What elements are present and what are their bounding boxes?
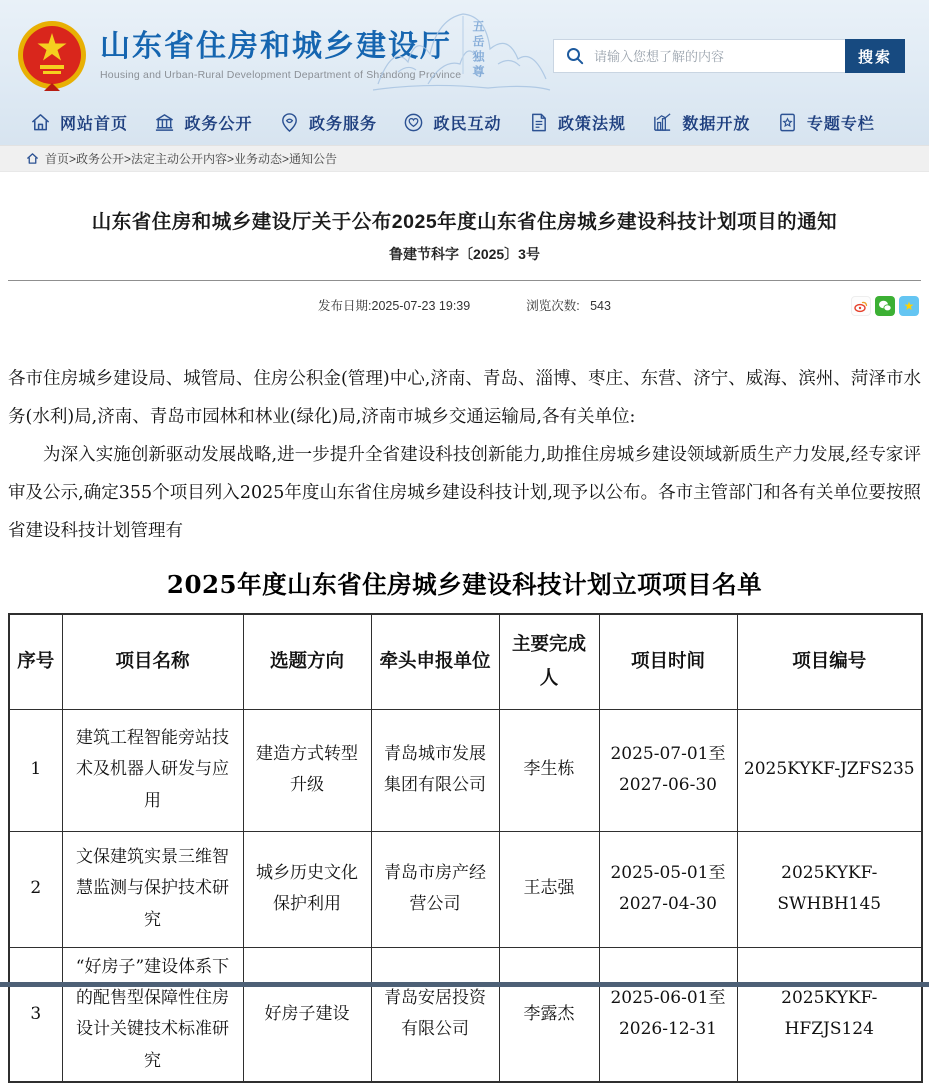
table-row	[9, 831, 922, 947]
title-divider	[8, 280, 921, 281]
views-count: 543	[590, 299, 611, 313]
cell-project-code: 2025KYKF-JZFS235	[737, 709, 922, 831]
col-header-main-person: 主要完成人	[499, 614, 599, 709]
publish-date-value: 2025-07-23 19:39	[371, 299, 471, 313]
nav-item-label: 政策法规	[557, 115, 626, 133]
article-title: 山东省住房和城乡建设厅关于公布2025年度山东省住房城乡建设科技计划项目的通知	[91, 211, 838, 233]
cell-lead-unit: 青岛市房产经营公司	[371, 831, 499, 947]
cell-project-code: 2025KYKF-SWHBH145	[737, 831, 922, 947]
cell-duration: 2025-05-01至2027-04-30	[599, 831, 737, 947]
article-body	[8, 360, 921, 550]
publish-date-label: 发布日期:	[318, 299, 372, 313]
cell-index: 1	[9, 709, 62, 831]
project-table	[8, 613, 923, 1083]
nav-item-label: 政务服务	[308, 115, 377, 133]
search-icon	[566, 47, 584, 65]
breadcrumb-home-icon	[26, 152, 39, 165]
views-label: 浏览次数:	[526, 299, 580, 313]
nav-item-label: 政务公开	[184, 115, 253, 133]
paragraph: 为深入实施创新驱动发展战略,进一步提升全省建设科技创新能力,助推住房城乡建设领域新质生产力发展,经专家评审及公示,确定355个项目列入2025年度山东省住房城乡建设科技计划,现予以公布。各市主管部门和各有关单位要按照省建设科技计划管理有	[8, 445, 921, 541]
nav-item-label: 专题专栏	[806, 115, 875, 133]
site-header	[0, 0, 929, 145]
service-badge-icon	[279, 112, 300, 133]
mountain-seal-text: 五岳独尊	[471, 20, 485, 80]
project-list-title: 2025年度山东省住房城乡建设科技计划立项项目名单	[166, 570, 763, 599]
article-meta	[8, 296, 921, 318]
cell-project-name: “好房子”建设体系下的配售型保障性住房设计关键技术标准研究	[62, 947, 243, 1082]
breadcrumb-bar	[0, 145, 929, 172]
weibo-share-icon[interactable]	[851, 296, 871, 316]
nav-item-home[interactable]	[30, 111, 128, 134]
search-button[interactable]: 搜索	[845, 39, 905, 73]
nav-item-label: 政民互动	[433, 115, 502, 133]
bank-icon	[154, 112, 175, 133]
col-header-duration: 项目时间	[599, 614, 737, 709]
brand-block	[100, 29, 461, 81]
cell-index: 2	[9, 831, 62, 947]
table-row	[9, 947, 922, 1082]
cell-duration: 2025-06-01至2026-12-31	[599, 947, 737, 1082]
site-subtitle: Housing and Urban-Rural Development Department of Shandong Province	[100, 68, 462, 81]
document-icon	[528, 112, 549, 133]
nav-item-open-data[interactable]	[652, 111, 750, 134]
cell-duration: 2025-07-01至2027-06-30	[599, 709, 737, 831]
cell-lead-unit: 青岛安居投资有限公司	[371, 947, 499, 1082]
breadcrumb[interactable]: 首页>政务公开>法定主动公开内容>业务动态>通知公告	[45, 152, 338, 166]
col-header-lead-unit: 牵头申报单位	[371, 614, 499, 709]
cell-topic: 好房子建设	[243, 947, 371, 1082]
document-number: 鲁建节科字〔2025〕3号	[389, 246, 540, 262]
national-emblem-logo	[16, 19, 88, 91]
star-page-icon	[777, 112, 798, 133]
nav-item-gov-services[interactable]	[279, 111, 377, 134]
nav-item-policies[interactable]	[528, 111, 626, 134]
cell-main-person: 李露杰	[499, 947, 599, 1082]
cell-main-person: 王志强	[499, 831, 599, 947]
home-icon	[30, 112, 51, 133]
article	[0, 206, 929, 1083]
cell-project-name: 文保建筑实景三维智慧监测与保护技术研究	[62, 831, 243, 947]
cell-main-person: 李生栋	[499, 709, 599, 831]
col-header-project-name: 项目名称	[62, 614, 243, 709]
site-title: 山东省住房和城乡建设厅	[100, 29, 452, 63]
nav-item-interaction[interactable]	[403, 111, 501, 134]
search-input[interactable]	[594, 49, 845, 64]
primary-nav	[0, 99, 905, 145]
col-header-index: 序号	[9, 614, 62, 709]
nav-item-label: 数据开放	[682, 115, 751, 133]
paragraph: 各市住房城乡建设局、城管局、住房公积金(管理)中心,济南、青岛、淄博、枣庄、东营、济宁、威海、滨州、菏泽市水务(水利)局,济南、青岛市园林和林业(绿化)局,济南市城乡交通运输局,各有关单位:	[8, 369, 921, 427]
col-header-project-code: 项目编号	[737, 614, 922, 709]
heart-circle-icon	[403, 112, 424, 133]
table-row	[9, 709, 922, 831]
qzone-share-icon[interactable]: ★	[899, 296, 919, 316]
cell-lead-unit: 青岛城市发展集团有限公司	[371, 709, 499, 831]
cell-index: 3	[9, 947, 62, 1082]
cell-topic: 城乡历史文化保护利用	[243, 831, 371, 947]
cell-project-name: 建筑工程智能旁站技术及机器人研发与应用	[62, 709, 243, 831]
table-header-row	[9, 614, 922, 709]
wechat-share-icon[interactable]	[875, 296, 895, 316]
cell-project-code: 2025KYKF-HFZJS124	[737, 947, 922, 1082]
col-header-topic: 选题方向	[243, 614, 371, 709]
nav-item-special-columns[interactable]	[777, 111, 875, 134]
cell-topic: 建造方式转型升级	[243, 709, 371, 831]
nav-item-gov-info[interactable]	[154, 111, 252, 134]
nav-item-label: 网站首页	[60, 115, 129, 133]
footer-bar	[0, 982, 929, 987]
site-search-box	[553, 39, 905, 73]
share-icons	[851, 296, 919, 316]
bar-chart-icon	[652, 112, 673, 133]
